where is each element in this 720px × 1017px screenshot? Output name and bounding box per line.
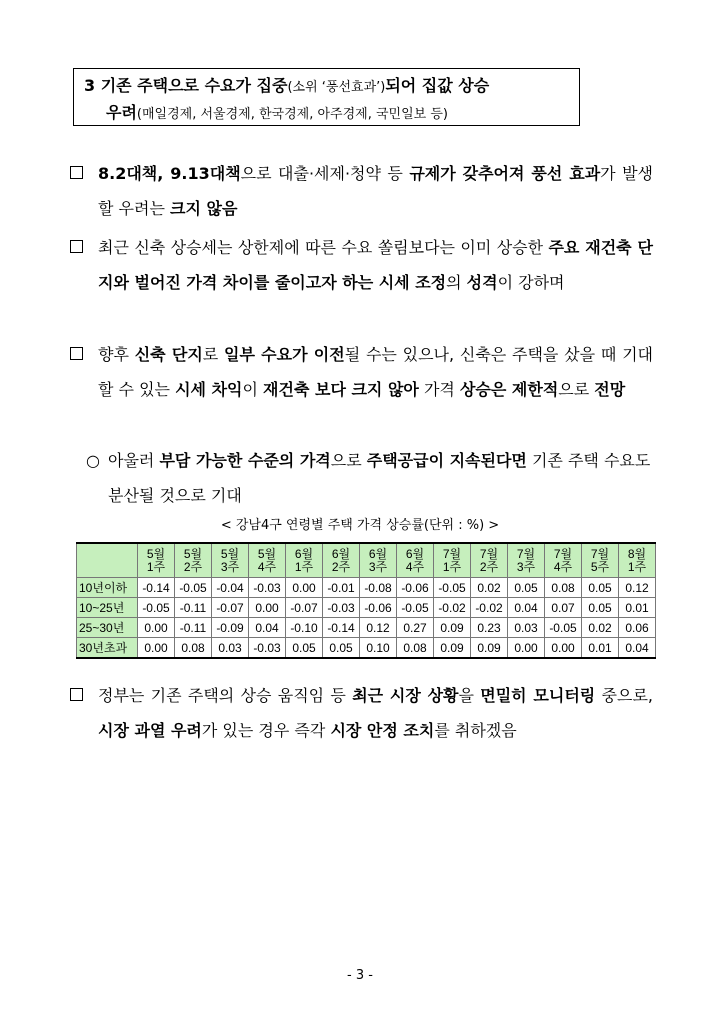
column-header: 5월 2주 bbox=[175, 543, 212, 578]
table-cell: 0.00 bbox=[508, 638, 545, 659]
table-cell: -0.14 bbox=[323, 618, 360, 638]
row-label: 10~25년 bbox=[77, 598, 138, 618]
table-cell: 0.01 bbox=[619, 598, 656, 618]
table-cell: 0.05 bbox=[582, 578, 619, 598]
table-cell: 0.03 bbox=[508, 618, 545, 638]
header-note: (소위 ‘풍선효과’) bbox=[287, 80, 386, 95]
table-cell: 0.02 bbox=[582, 618, 619, 638]
header-line-1 bbox=[84, 73, 579, 100]
header-title-bold: 3 기존 주택으로 수요가 집중 bbox=[84, 76, 288, 95]
table-cell: -0.04 bbox=[212, 578, 249, 598]
table-cell: 0.00 bbox=[138, 618, 175, 638]
header-concern: 우려 bbox=[106, 103, 137, 122]
paragraph-4 bbox=[70, 678, 653, 748]
table-cell: -0.07 bbox=[286, 598, 323, 618]
table-row bbox=[77, 578, 656, 598]
table-cell: -0.05 bbox=[397, 598, 434, 618]
circle-bullet-icon: ○ bbox=[86, 451, 100, 470]
sub-paragraph-1-text: 아울러 부담 가능한 수준의 가격으로 주택공급이 지속된다면 기존 주택 수요도 분산될 것으로 기대 bbox=[108, 451, 651, 505]
row-label: 10년이하 bbox=[77, 578, 138, 598]
table-cell: -0.06 bbox=[397, 578, 434, 598]
paragraph-1-text: 8.2대책, 9.13대책으로 대출·세제·청약 등 규제가 갖추어져 풍선 효과가 발생할 우려는 크지 않음 bbox=[98, 164, 653, 218]
paragraph-4-text: 정부는 기존 주택의 상승 움직임 등 최근 시장 상황을 면밀히 모니터링 중으로, 시장 과열 우려가 있는 경우 즉각 시장 안정 조치를 취하겠음 bbox=[98, 686, 654, 740]
table-cell: 0.00 bbox=[286, 578, 323, 598]
column-header: 7월 3주 bbox=[508, 543, 545, 578]
table-cell: 0.04 bbox=[508, 598, 545, 618]
table-cell: 0.10 bbox=[360, 638, 397, 659]
table-cell: -0.14 bbox=[138, 578, 175, 598]
table-cell: 0.09 bbox=[434, 638, 471, 659]
table-corner-cell bbox=[77, 543, 138, 578]
section-header-box bbox=[73, 68, 580, 126]
table-cell: 0.04 bbox=[249, 618, 286, 638]
paragraph-2-text: 최근 신축 상승세는 상한제에 따른 수요 쏠림보다는 이미 상승한 주요 재건축 단지와 벌어진 가격 차이를 줄이고자 하는 시세 조정의 성격이 강하며 bbox=[98, 238, 653, 292]
column-header: 6월 1주 bbox=[286, 543, 323, 578]
table-cell: -0.01 bbox=[323, 578, 360, 598]
header-sources: (매일경제, 서울경제, 한국경제, 아주경제, 국민일보 등) bbox=[136, 107, 448, 122]
column-header: 5월 3주 bbox=[212, 543, 249, 578]
table-cell: -0.10 bbox=[286, 618, 323, 638]
table-cell: 0.27 bbox=[397, 618, 434, 638]
table-cell: 0.12 bbox=[360, 618, 397, 638]
table-row bbox=[77, 598, 656, 618]
row-label: 25~30년 bbox=[77, 618, 138, 638]
column-header: 6월 2주 bbox=[323, 543, 360, 578]
table-row bbox=[77, 638, 656, 659]
row-label: 30년초과 bbox=[77, 638, 138, 659]
page-number: - 3 - bbox=[347, 968, 373, 983]
column-header: 6월 4주 bbox=[397, 543, 434, 578]
table-cell: 0.02 bbox=[471, 578, 508, 598]
table-cell: 0.06 bbox=[619, 618, 656, 638]
table-cell: 0.04 bbox=[619, 638, 656, 659]
column-header: 6월 3주 bbox=[360, 543, 397, 578]
sub-paragraph-1 bbox=[86, 443, 653, 513]
table-cell: 0.03 bbox=[212, 638, 249, 659]
table-cell: 0.09 bbox=[434, 618, 471, 638]
table-cell: -0.11 bbox=[175, 598, 212, 618]
table-cell: -0.02 bbox=[471, 598, 508, 618]
table-cell: 0.08 bbox=[175, 638, 212, 659]
header-title-tail: 되어 집값 상승 bbox=[385, 76, 490, 95]
table-cell: -0.05 bbox=[545, 618, 582, 638]
header-line-2 bbox=[84, 100, 579, 127]
table-cell: 0.08 bbox=[545, 578, 582, 598]
table-cell: -0.07 bbox=[212, 598, 249, 618]
table-cell: -0.09 bbox=[212, 618, 249, 638]
column-header: 7월 2주 bbox=[471, 543, 508, 578]
table-cell: -0.08 bbox=[360, 578, 397, 598]
square-bullet-icon bbox=[70, 347, 83, 360]
table-cell: -0.02 bbox=[434, 598, 471, 618]
table-cell: 0.00 bbox=[249, 598, 286, 618]
table-cell: -0.11 bbox=[175, 618, 212, 638]
square-bullet-icon bbox=[70, 688, 83, 701]
column-header: 7월 5주 bbox=[582, 543, 619, 578]
price-change-table bbox=[76, 542, 656, 659]
column-header: 7월 1주 bbox=[434, 543, 471, 578]
table-cell: -0.05 bbox=[434, 578, 471, 598]
table-row bbox=[77, 618, 656, 638]
table-cell: 0.05 bbox=[286, 638, 323, 659]
table-caption: < 강남4구 연령별 주택 가격 상승률(단위 : %) > bbox=[220, 518, 500, 533]
column-header: 5월 4주 bbox=[249, 543, 286, 578]
table-cell: 0.23 bbox=[471, 618, 508, 638]
table-cell: -0.05 bbox=[138, 598, 175, 618]
table-cell: 0.07 bbox=[545, 598, 582, 618]
table-cell: -0.03 bbox=[249, 638, 286, 659]
table-cell: 0.09 bbox=[471, 638, 508, 659]
table-cell: 0.00 bbox=[545, 638, 582, 659]
table-cell: -0.03 bbox=[249, 578, 286, 598]
table-cell: 0.00 bbox=[138, 638, 175, 659]
table-cell: 0.12 bbox=[619, 578, 656, 598]
table-cell: -0.03 bbox=[323, 598, 360, 618]
paragraph-1 bbox=[70, 156, 653, 226]
table-cell: -0.06 bbox=[360, 598, 397, 618]
square-bullet-icon bbox=[70, 240, 83, 253]
table-cell: 0.08 bbox=[397, 638, 434, 659]
paragraph-3 bbox=[70, 337, 653, 407]
table-cell: 0.01 bbox=[582, 638, 619, 659]
table-cell: -0.05 bbox=[175, 578, 212, 598]
table-cell: 0.05 bbox=[323, 638, 360, 659]
table-header-row bbox=[77, 543, 656, 578]
table-cell: 0.05 bbox=[508, 578, 545, 598]
square-bullet-icon bbox=[70, 166, 83, 179]
column-header: 7월 4주 bbox=[545, 543, 582, 578]
paragraph-2 bbox=[70, 230, 653, 300]
paragraph-3-text: 향후 신축 단지로 일부 수요가 이전될 수는 있으나, 신축은 주택을 샀을 때 기대할 수 있는 시세 차익이 재건축 보다 크지 않아 가격 상승은 제한적으로 전망 bbox=[98, 345, 653, 399]
table-cell: 0.05 bbox=[582, 598, 619, 618]
column-header: 5월 1주 bbox=[138, 543, 175, 578]
column-header: 8월 1주 bbox=[619, 543, 656, 578]
